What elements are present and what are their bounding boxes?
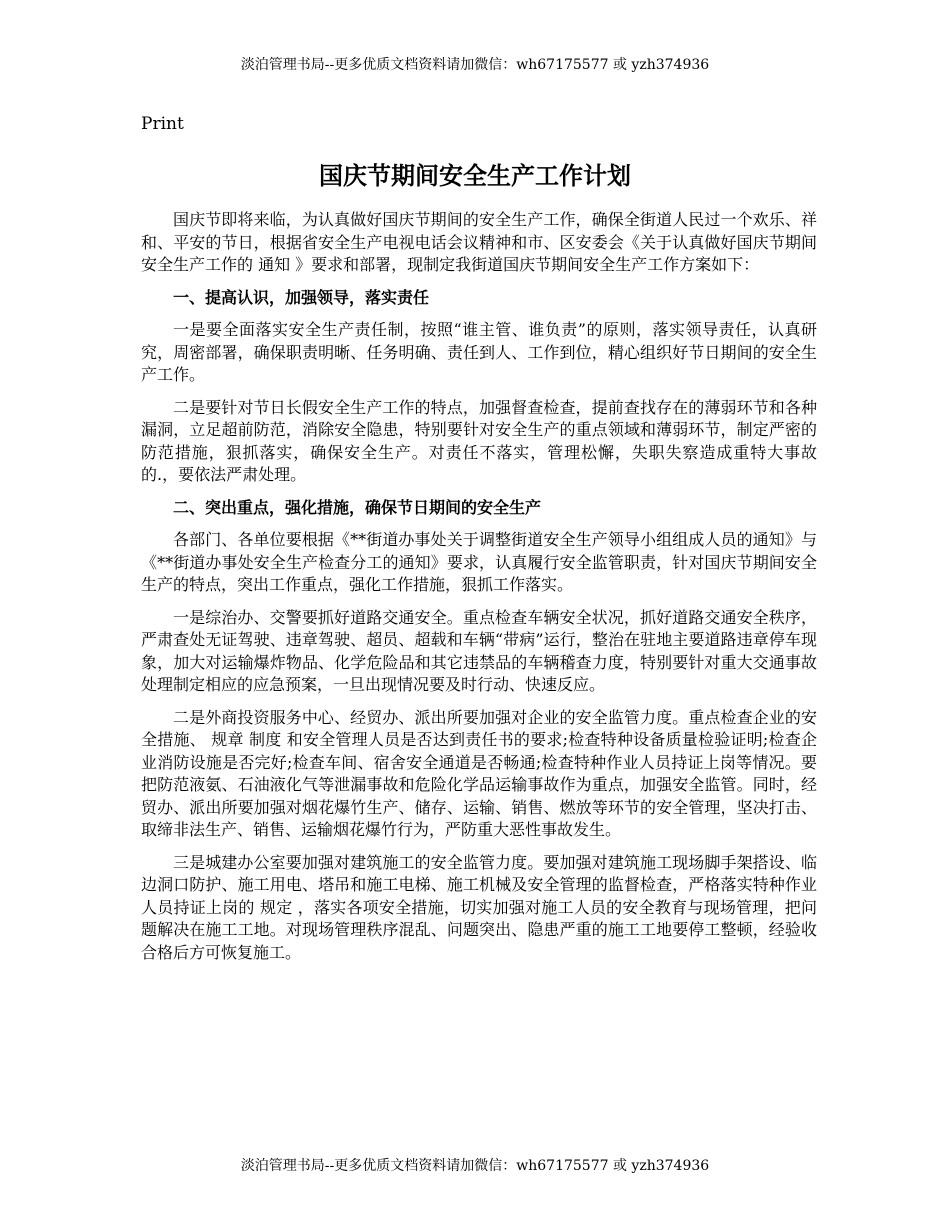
section-1-paragraph-1: 一是要全面落实安全生产责任制，按照“谁主管、谁负责”的原则，落实领导责任，认真研究，周密部署，确保职责明晰、任务明确、责任到人、工作到位，精心组织好节日期间的安全生产工作。 <box>141 320 817 384</box>
document-title: 国庆节期间安全生产工作计划 <box>319 162 631 190</box>
section-2-paragraph-3: 二是外商投资服务中心、经贸办、派出所要加强对企业的安全监管力度。重点检查企业的安全措施、 规章 制度 和安全管理人员是否达到责任书的要求;检查特种设备质量检验证明;检查企业消防设施是否完好;检查车间、宿舍安全通道是否畅通;检查特种作业人员持证上岗等情况。要把防范液氨、石油液化气等泄漏事故和危险化学品运输事故作为重点，加强安全监管。同时，经贸办、派出所要加强对烟花爆竹生产、储存、运输、销售、燃放等环节的安全管理，坚决打击、取缔非法生产、销售、运输烟花爆竹行为，严防重大恶性事故发生。 <box>141 707 817 839</box>
print-label: Print <box>141 114 184 134</box>
section-2-paragraph-4: 三是城建办公室要加强对建筑施工的安全监管力度。要加强对建筑施工现场脚手架搭设、临边洞口防护、施工用电、塔吊和施工电梯、施工机械及安全管理的监督检查，严格落实特种作业人员持证上岗的 规定 ，落实各项安全措施，切实加强对施工人员的安全教育与现场管理，把问题解决在施工工地。对现场管理秩序混乱、问题突出、隐患严重的施工工地要停工整顿，经验收合格后方可恢复施工。 <box>141 852 817 962</box>
page-footer: 淡泊管理书局--更多优质文档资料请加微信：wh67175577 或 yzh374936 <box>240 1158 710 1174</box>
document-body <box>141 209 817 974</box>
section-1-heading: 一、提高认识，加强领导，落实责任 <box>173 287 430 307</box>
section-2-heading: 二、突出重点，强化措施，确保节日期间的安全生产 <box>173 497 542 517</box>
page-header: 淡泊管理书局--更多优质文档资料请加微信：wh67175577 或 yzh374936 <box>240 57 710 73</box>
section-2-paragraph-2: 一是综治办、交警要抓好道路交通安全。重点检查车辆安全状况，抓好道路交通安全秩序，严肃查处无证驾驶、违章驾驶、超员、超载和车辆“带病”运行，整治在驻地主要道路违章停车现象，加大对运输爆炸物品、化学危险品和其它违禁品的车辆稽查力度，特别要针对重大交通事故处理制定相应的应急预案，一旦出现情况要及时行动、快速反应。 <box>141 607 817 694</box>
intro-paragraph: 国庆节即将来临，为认真做好国庆节期间的安全生产工作，确保全街道人民过一个欢乐、祥和、平安的节日，根据省安全生产电视电话会议精神和市、区安委会《关于认真做好国庆节期间安全生产工作的 通知 》要求和部署，现制定我街道国庆节期间安全生产工作方案如下： <box>141 210 817 274</box>
section-2-paragraph-1: 各部门、各单位要根据《**街道办事处关于调整街道安全生产领导小组组成人员的通知》与《**街道办事处安全生产检查分工的通知》要求，认真履行安全监管职责，针对国庆节期间安全生产的特点，突出工作重点，强化工作措施，狠抓工作落实。 <box>141 530 817 594</box>
section-1-paragraph-2: 二是要针对节日长假安全生产工作的特点，加强督查检查，提前查找存在的薄弱环节和各种漏洞，立足超前防范，消除安全隐患，特别要针对安全生产的重点领域和薄弱环节，制定严密的防范措施，狠抓落实，确保安全生产。对责任不落实，管理松懈，失职失察造成重特大事故的.，要依法严肃处理。 <box>141 397 817 484</box>
